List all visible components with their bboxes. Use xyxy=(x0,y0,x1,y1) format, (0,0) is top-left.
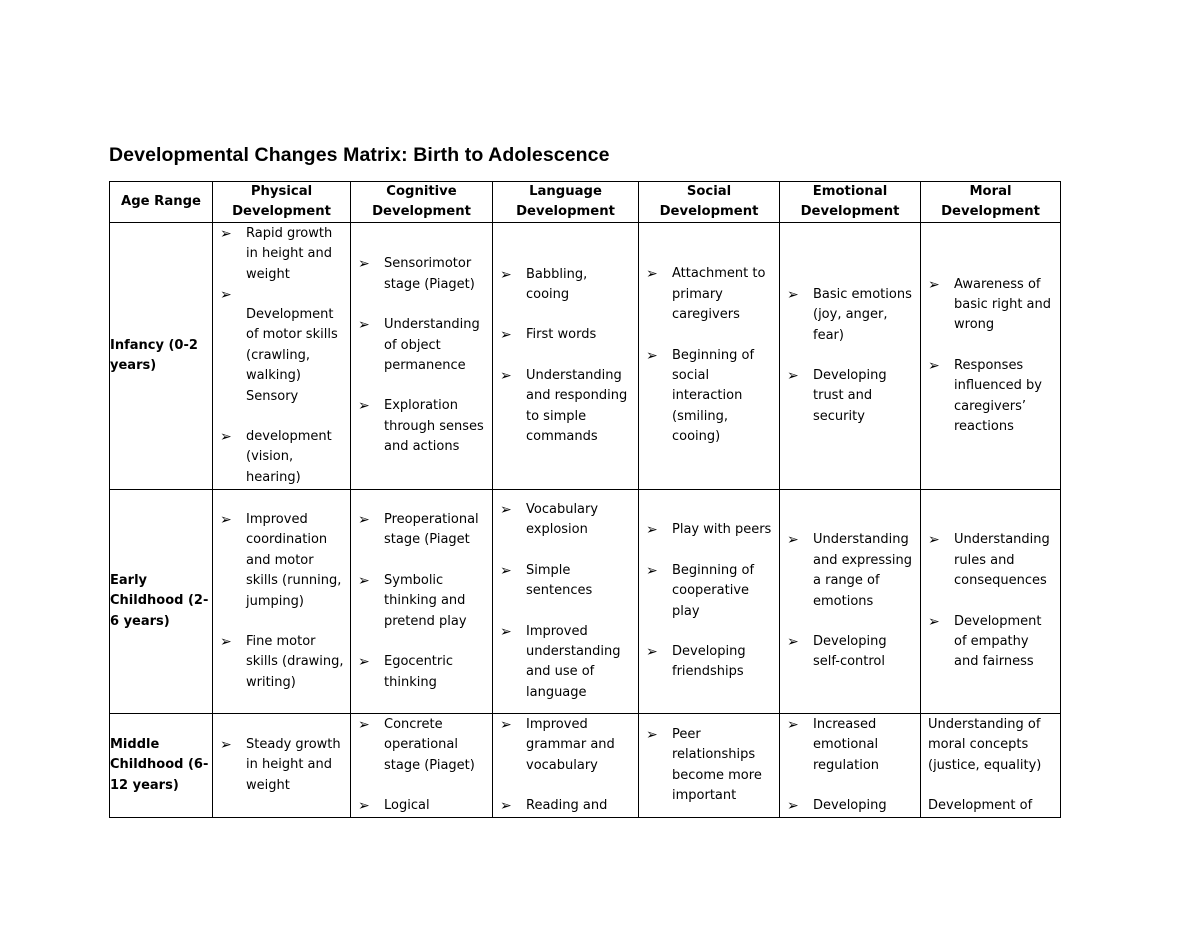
arrow-bullet-icon: ➢ xyxy=(500,501,512,518)
list-item: ➢ Responses influenced by caregivers’ reactions xyxy=(928,357,1042,435)
list-item: ➢ Developing xyxy=(787,797,887,814)
arrow-bullet-icon: ➢ xyxy=(500,327,512,344)
arrow-bullet-icon: ➢ xyxy=(358,256,370,273)
physical-cell xyxy=(213,223,351,490)
list-item: ➢ Increased emotional regulation xyxy=(787,716,880,773)
list-item: ➢ Developing friendships xyxy=(646,643,746,680)
arrow-bullet-icon: ➢ xyxy=(500,623,512,640)
table-row xyxy=(110,714,1061,818)
list-item: ➢ Simple sentences xyxy=(500,562,593,599)
header-physical: Physical Development xyxy=(213,182,351,223)
list-item: ➢ Developing self-control xyxy=(787,633,887,670)
arrow-bullet-icon: ➢ xyxy=(646,562,658,579)
social-cell xyxy=(639,490,780,714)
social-cell xyxy=(639,714,780,818)
list-item: ➢ Beginning of social interaction (smiling, cooing) xyxy=(646,347,755,445)
document-title: Developmental Changes Matrix: Birth to Adolescence xyxy=(109,144,610,166)
header-moral: Moral Development xyxy=(921,182,1061,223)
age-range-cell: Infancy (0-2 years) xyxy=(110,223,213,490)
arrow-bullet-icon: ➢ xyxy=(220,225,232,242)
arrow-bullet-icon: ➢ xyxy=(220,429,232,446)
list-item: ➢ Fine motor skills (drawing, writing) xyxy=(220,633,344,690)
arrow-bullet-icon: ➢ xyxy=(646,522,658,539)
arrow-bullet-icon: ➢ xyxy=(358,317,370,334)
arrow-bullet-icon: ➢ xyxy=(787,716,799,733)
header-language: Language Development xyxy=(493,182,639,223)
cognitive-cell xyxy=(351,714,493,818)
moral-cell xyxy=(921,490,1061,714)
arrow-bullet-icon: ➢ xyxy=(787,797,799,814)
development-matrix-table xyxy=(109,181,1061,818)
header-cognitive: Cognitive Development xyxy=(351,182,493,223)
emotional-cell xyxy=(780,223,921,490)
arrow-bullet-icon: ➢ xyxy=(358,572,370,589)
list-item: ➢ development (vision, hearing) xyxy=(220,429,332,485)
language-cell xyxy=(493,223,639,490)
arrow-bullet-icon: ➢ xyxy=(646,643,658,660)
list-item: ➢ Understanding rules and consequences xyxy=(928,532,1050,589)
list-item: ➢ Peer relationships become more important xyxy=(646,726,762,803)
moral-text: Understanding of moral concepts (justice, equality) xyxy=(928,716,1042,773)
arrow-bullet-icon: ➢ xyxy=(358,654,370,671)
list-item: ➢ Symbolic thinking and pretend play xyxy=(358,572,467,629)
arrow-bullet-icon: ➢ xyxy=(928,357,940,374)
header-age-range: Age Range xyxy=(110,182,213,223)
list-item: ➢ First words xyxy=(500,327,597,344)
age-range-cell: Early Childhood (2-6 years) xyxy=(110,490,213,714)
list-item: ➢ Sensorimotor stage (Piaget) xyxy=(358,256,475,292)
list-item: ➢ Awareness of basic right and wrong xyxy=(928,276,1052,333)
arrow-bullet-icon: ➢ xyxy=(928,532,940,549)
age-range-cell: Middle Childhood (6-12 years) xyxy=(110,714,213,818)
emotional-cell xyxy=(780,714,921,818)
arrow-bullet-icon: ➢ xyxy=(928,613,940,630)
list-item: ➢ Concrete operational stage (Piaget) xyxy=(358,716,475,773)
arrow-bullet-icon: ➢ xyxy=(500,797,512,814)
header-emotional: Emotional Development xyxy=(780,182,921,223)
arrow-bullet-icon: ➢ xyxy=(500,562,512,579)
list-item: ➢ Vocabulary explosion xyxy=(500,501,599,538)
social-cell xyxy=(639,223,780,490)
arrow-bullet-icon: ➢ xyxy=(500,266,512,283)
arrow-bullet-icon: ➢ xyxy=(787,633,799,650)
arrow-bullet-icon: ➢ xyxy=(646,266,658,283)
list-item: ➢ Understanding of object permanence xyxy=(358,317,480,373)
list-item: ➢ Logical xyxy=(358,797,430,814)
arrow-bullet-icon: ➢ xyxy=(358,512,370,529)
cognitive-cell xyxy=(351,490,493,714)
arrow-bullet-icon: ➢ xyxy=(358,398,370,415)
arrow-bullet-icon: ➢ xyxy=(928,276,940,293)
arrow-bullet-icon: ➢ xyxy=(220,286,232,303)
list-item: ➢ Egocentric thinking xyxy=(358,654,454,690)
table-row xyxy=(110,223,1061,490)
list-item: ➢ Beginning of cooperative play xyxy=(646,562,755,619)
language-cell xyxy=(493,490,639,714)
arrow-bullet-icon: ➢ xyxy=(787,286,799,303)
list-item: ➢ Babbling, cooing xyxy=(500,266,588,302)
arrow-bullet-icon: ➢ xyxy=(358,716,370,733)
moral-cell xyxy=(921,223,1061,490)
cognitive-cell xyxy=(351,223,493,490)
arrow-bullet-icon: ➢ xyxy=(220,511,232,528)
list-item: ➢ Development of empathy and fairness xyxy=(928,613,1042,670)
arrow-bullet-icon: ➢ xyxy=(787,368,799,384)
header-row xyxy=(110,182,1061,223)
list-item: ➢ Improved understanding and use of language xyxy=(500,623,621,700)
language-cell xyxy=(493,714,639,818)
moral-text: Development of xyxy=(928,797,1033,813)
list-item: ➢ Developing trust and security xyxy=(787,368,887,424)
physical-cell xyxy=(213,490,351,714)
emotional-cell xyxy=(780,490,921,714)
list-item: ➢ Exploration through senses and actions xyxy=(358,398,484,455)
list-item: ➢ Understanding and expressing a range of emotions xyxy=(787,532,913,609)
physical-cell xyxy=(213,714,351,818)
list-item: ➢ Rapid growth in height and weight xyxy=(220,225,333,282)
moral-cell xyxy=(921,714,1061,818)
list-item: ➢ Basic emotions (joy, anger, fear) xyxy=(787,286,912,343)
arrow-bullet-icon: ➢ xyxy=(787,532,799,549)
list-item: ➢ Preoperational stage (Piaget xyxy=(358,512,479,548)
arrow-bullet-icon: ➢ xyxy=(646,347,658,364)
list-item: ➢ Play with peers xyxy=(646,522,772,539)
arrow-bullet-icon: ➢ xyxy=(646,726,658,743)
table-row xyxy=(110,490,1061,714)
list-item: ➢ Understanding and responding to simple commands xyxy=(500,367,628,445)
matrix-container xyxy=(109,181,1061,819)
arrow-bullet-icon: ➢ xyxy=(500,716,512,733)
list-item: ➢ Steady growth in height and weight xyxy=(220,736,341,793)
list-item: ➢ Reading and xyxy=(500,797,608,814)
list-item: ➢ Improved coordination and motor skills (running, jumping) xyxy=(220,511,342,609)
arrow-bullet-icon: ➢ xyxy=(500,367,512,384)
arrow-bullet-icon: ➢ xyxy=(220,633,232,650)
list-item: ➢ Improved grammar and vocabulary xyxy=(500,716,615,773)
list-item: ➢ Attachment to primary caregivers xyxy=(646,266,766,323)
header-social: Social Development xyxy=(639,182,780,223)
arrow-bullet-icon: ➢ xyxy=(220,736,232,753)
arrow-bullet-icon: ➢ xyxy=(358,797,370,814)
list-item: ➢ Development of motor skills (crawling, walking) Sensory xyxy=(220,286,338,404)
